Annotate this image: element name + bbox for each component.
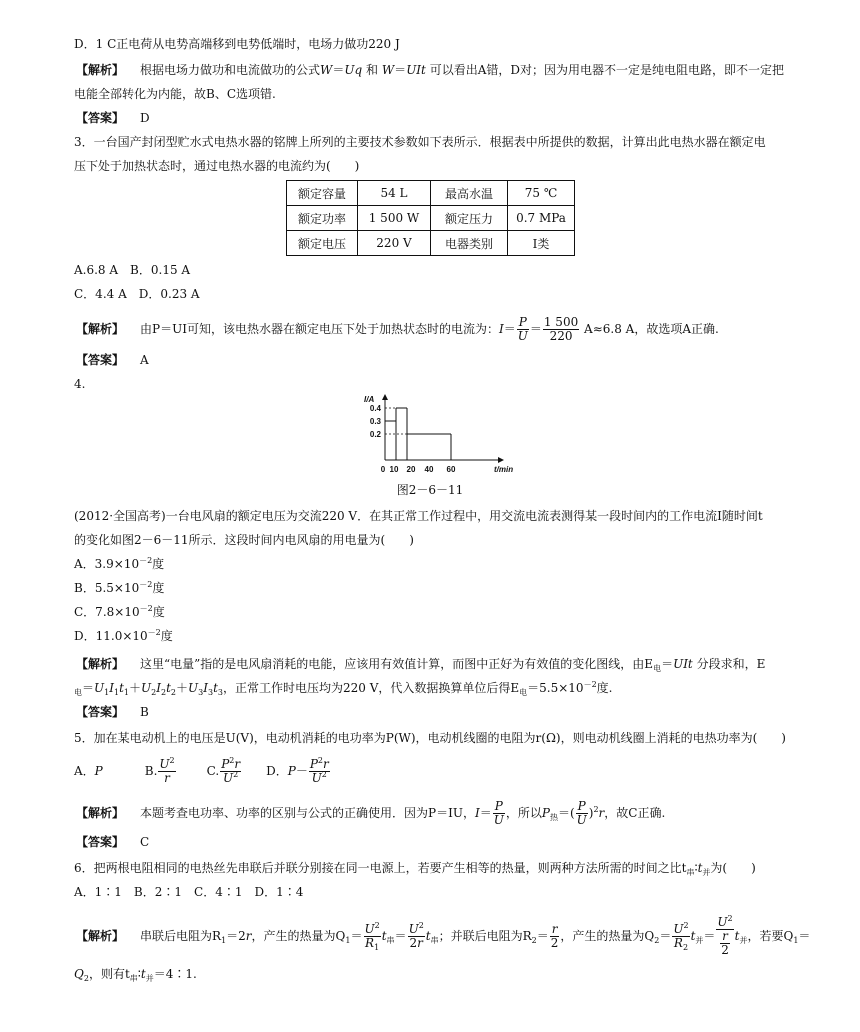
q4-stem-line2: 的变化如图2－6－11所示．这段时间内电风扇的用电量为( ) [74,533,414,547]
table-row: 额定电压 220 V 电器类别 Ⅰ类 [287,231,575,256]
q5-stem: 5．加在某电动机上的电压是U(V)，电动机消耗的电功率为P(W)，电动机线圈的电阻为r(Ω)，则电动机线圈上消耗的电热功率为( ) [74,731,786,745]
q6-stem: 6．把两根电阻相同的电热丝先串联后并联分别接在同一电源上，若要产生相等的热量，则两种方法所需的时间之比$t_串∶t_并$为( ) [74,861,756,877]
q2-analysis-line1: 【解析】 根据电场力做功和电流做功的公式W＝Uq 和 W＝UIt 可以看出A错，D对；因为用电器不一定是纯电阻电路，即不一定把 [76,63,784,77]
q2-answer: 【答案】 D [76,111,150,125]
y-tick-label: 0.3 [369,417,381,426]
q4-current-time-graph [360,392,520,476]
q3-stem-line2: 压下处于加热状态时，通过电热水器的电流约为( ) [74,159,360,173]
q4-answer: 【答案】 B [76,705,149,719]
q3-options-cd: C．4.4 A D．0.23 A [74,287,200,301]
q2-analysis-line2: 电能全部转化为内能，故B、C选项错. [74,87,276,101]
q4-stem-line1: (2012·全国高考)一台电风扇的额定电压为交流220 V．在其正常工作过程中，用交流电流表测得某一段时间内的工作电流I随时间t [74,509,763,523]
q6-analysis-line1: 【解析】 串联后电阻为$R_1=2r$，产生的热量为$Q_1=$ $\frac{U^2}{R_1}$ $t_串=$ $\frac{U^2}{2r}$ $t_串$；并联后电阻为$R_2=$ $\frac{r}{2}$ ，产生的热量为$Q_2=$ $\frac{U^2}{R_2}$ $t_并=$ $\frac{U^2}{\frac{r}{2}}$ $t_并$，若要$Q_1=$ [76,914,811,957]
q4-number: 4. [74,377,86,391]
q3-stem-line1: 3．一台国产封闭型贮水式电热水器的铭牌上所列的主要技术参数如下表所示．根据表中所提供的数据，计算出此电热水器在额定电 [74,135,766,149]
table-row: 额定功率 1 500 W 额定压力 0.7 MPa [287,206,575,231]
q4-figure-caption: 图2－6－11 [396,483,464,497]
y-axis-label: I/A [364,395,375,404]
q6-analysis-line2: $Q_2$，则有$t_串∶t_并=4∶1$. [74,967,197,983]
y-tick-label: 0.4 [369,404,381,413]
x-tick-label: 20 [406,465,416,474]
q3-options-ab: A.6.8 A B．0.15 A [74,263,191,277]
q4-option-c: C．$7.8\times 10^{-2}$度 [74,604,165,619]
q6-options: A．1∶1 B．2∶1 C．4∶1 D．1∶4 [74,885,304,899]
q4-analysis-line1: 【解析】 这里“电量”指的是电风扇消耗的电能，应该用有效值计算，而图中正好为有效值的变化图线，由$E_电=UIt$ 分段求和，E [76,657,766,673]
y-axis-arrow-icon [382,394,388,400]
q3-answer: 【答案】 A [76,353,149,367]
q3-analysis: 【解析】 由P＝UI可知，该电热水器在额定电压下处于加热状态时的电流为：I＝ $\frac{P}{U}$ ＝ $\frac{1 500}{220}$ A≈6.8 A，故选项A正确. [76,315,719,343]
q3-spec-table [286,180,575,256]
x-tick-label: 40 [424,465,434,474]
q5-analysis: 【解析】 本题考查电功率、功率的区别与公式的正确使用．因为P＝IU，I＝ $\frac{P}{U}$ ，所以$P_热=$( $\frac{P}{U}$ )$^2$r，故C正确. [76,799,666,827]
x-axis-label: t/min [494,465,514,474]
table-row: 额定容量 54 L 最高水温 75 ℃ [287,181,575,206]
x-axis-arrow-icon [498,457,504,463]
q5-options: A．P B. $\frac{U^2}{r}$ C. $\frac{P^2r}{U^2}$ D．P－ $\frac{P^2r}{U^2}$ [74,756,329,785]
q2-option-d: D．1 C正电荷从电势高端移到电势低端时，电场力做功220 J [74,37,400,51]
q4-option-b: B．$5.5\times 10^{-2}$度 [74,580,165,595]
q5-answer: 【答案】 C [76,835,150,849]
q4-option-a: A．$3.9\times 10^{-2}$度 [74,556,165,571]
y-tick-label: 0.2 [369,430,381,439]
x-tick-label: 60 [446,465,456,474]
q4-analysis-line2: $_电=U_1I_1t_1+U_2I_2t_2+U_3I_3t_3$，正常工作时电压均为220 V，代入数据换算单位后得$E_电=5.5\times 10^{-2}$度. [74,680,613,697]
x-tick-label: 0 [380,465,386,474]
q3-fraction: $\frac{1 500}{220}$ [543,315,579,343]
q4-option-d: D．$11.0\times 10^{-2}$度 [74,628,173,643]
analysis-label: 【解析】 [76,63,125,77]
x-tick-label: 10 [389,465,399,474]
